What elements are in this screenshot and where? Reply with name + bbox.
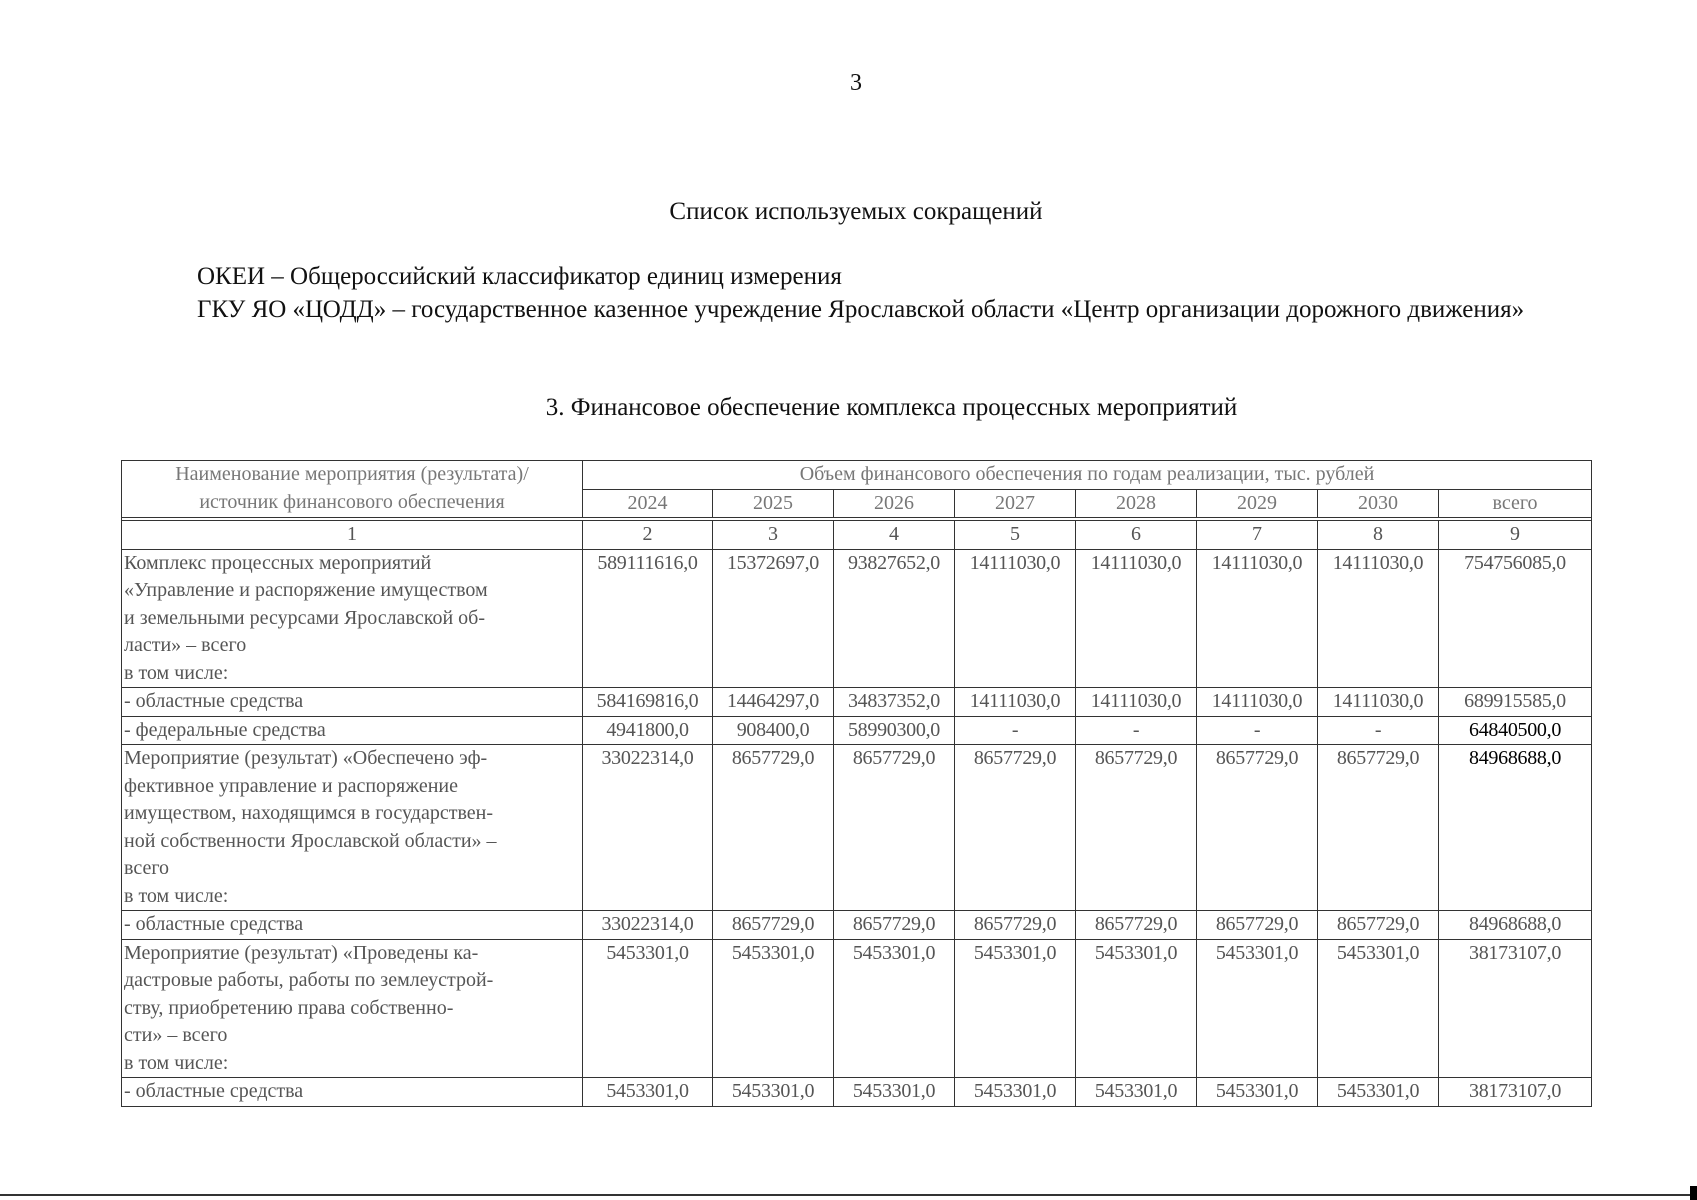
row-name-cell: Комплекс процессных мероприятий «Управление и распоряжение имуществом и земельными ресурсами Ярославской об- ласти» – всего в том числе: bbox=[122, 549, 583, 688]
row-total-cell: 84968688,0 bbox=[1439, 911, 1592, 940]
row-value-cell: 14111030,0 bbox=[1318, 549, 1439, 688]
row-value-cell: 5453301,0 bbox=[583, 939, 713, 1078]
column-number-row bbox=[122, 521, 1592, 550]
row-value-cell: 93827652,0 bbox=[834, 549, 955, 688]
row-value-cell: - bbox=[955, 716, 1076, 745]
table-row bbox=[122, 716, 1592, 745]
row-value-cell: 8657729,0 bbox=[955, 911, 1076, 940]
row-name-cell: Мероприятие (результат) «Обеспечено эф- фективное управление и распоряжение имуществом, находящимся в государствен- ной собственности Ярославской области» – всего в том числе: bbox=[122, 745, 583, 911]
header-total-cell: всего bbox=[1439, 489, 1592, 518]
abbreviations-title: Список используемых сокращений bbox=[669, 198, 1043, 225]
page-number: 3 bbox=[850, 70, 862, 96]
column-number-cell: 3 bbox=[713, 521, 834, 550]
row-value-cell: 5453301,0 bbox=[834, 1078, 955, 1107]
row-value-cell: - bbox=[1076, 716, 1197, 745]
row-value-cell: 15372697,0 bbox=[713, 549, 834, 688]
row-value-cell: 14111030,0 bbox=[1318, 688, 1439, 717]
row-total-cell: 754756085,0 bbox=[1439, 549, 1592, 688]
row-value-cell: 14111030,0 bbox=[1076, 549, 1197, 688]
row-total-cell: 84968688,0 bbox=[1439, 745, 1592, 911]
column-number-cell: 9 bbox=[1439, 521, 1592, 550]
table-row bbox=[122, 549, 1592, 688]
header-year-cell: 2024 bbox=[583, 489, 713, 518]
row-name-cell: - областные средства bbox=[122, 1078, 583, 1107]
header-year-cell: 2030 bbox=[1318, 489, 1439, 518]
header-year-cell: 2028 bbox=[1076, 489, 1197, 518]
row-value-cell: 5453301,0 bbox=[713, 1078, 834, 1107]
table-row bbox=[122, 939, 1592, 1078]
column-number-cell: 5 bbox=[955, 521, 1076, 550]
row-value-cell: 14111030,0 bbox=[955, 549, 1076, 688]
row-value-cell: 8657729,0 bbox=[1197, 745, 1318, 911]
row-value-cell: 5453301,0 bbox=[1076, 1078, 1197, 1107]
table-row bbox=[122, 911, 1592, 940]
row-value-cell: 584169816,0 bbox=[583, 688, 713, 717]
header-year-cell: 2026 bbox=[834, 489, 955, 518]
row-value-cell: 14464297,0 bbox=[713, 688, 834, 717]
row-total-cell: 689915585,0 bbox=[1439, 688, 1592, 717]
row-value-cell: 5453301,0 bbox=[1318, 939, 1439, 1078]
row-value-cell: 33022314,0 bbox=[583, 911, 713, 940]
row-value-cell: 908400,0 bbox=[713, 716, 834, 745]
row-value-cell: - bbox=[1318, 716, 1439, 745]
row-value-cell: 34837352,0 bbox=[834, 688, 955, 717]
row-value-cell: 14111030,0 bbox=[955, 688, 1076, 717]
row-value-cell: 33022314,0 bbox=[583, 745, 713, 911]
row-total-cell: 38173107,0 bbox=[1439, 1078, 1592, 1107]
row-value-cell: 14111030,0 bbox=[1197, 688, 1318, 717]
row-name-cell: - областные средства bbox=[122, 911, 583, 940]
row-value-cell: 8657729,0 bbox=[834, 745, 955, 911]
row-value-cell: 8657729,0 bbox=[834, 911, 955, 940]
row-value-cell: 8657729,0 bbox=[1076, 745, 1197, 911]
row-name-cell: Мероприятие (результат) «Проведены ка- дастровые работы, работы по землеустрой- ству, приобретению права собственно- сти» – всего в том числе: bbox=[122, 939, 583, 1078]
row-value-cell: 5453301,0 bbox=[1197, 1078, 1318, 1107]
column-number-cell: 8 bbox=[1318, 521, 1439, 550]
row-value-cell: 14111030,0 bbox=[1076, 688, 1197, 717]
row-value-cell: 8657729,0 bbox=[955, 745, 1076, 911]
row-value-cell: 5453301,0 bbox=[955, 1078, 1076, 1107]
table-row bbox=[122, 1078, 1592, 1107]
row-value-cell: 58990300,0 bbox=[834, 716, 955, 745]
column-number-cell: 6 bbox=[1076, 521, 1197, 550]
row-total-cell: 64840500,0 bbox=[1439, 716, 1592, 745]
row-value-cell: 8657729,0 bbox=[1318, 911, 1439, 940]
row-value-cell: 5453301,0 bbox=[583, 1078, 713, 1107]
row-value-cell: 14111030,0 bbox=[1197, 549, 1318, 688]
abbreviations-list bbox=[124, 260, 1591, 326]
column-number-cell: 2 bbox=[583, 521, 713, 550]
column-number-cell: 1 bbox=[122, 521, 583, 550]
row-value-cell: 8657729,0 bbox=[713, 911, 834, 940]
table-row bbox=[122, 688, 1592, 717]
column-number-cell: 4 bbox=[834, 521, 955, 550]
header-year-cell: 2025 bbox=[713, 489, 834, 518]
abbreviation-item: ГКУ ЯО «ЦОДД» – государственное казенное учреждение Ярославской области «Центр организации дорожного движения» bbox=[197, 296, 1525, 323]
header-name-cell: Наименование мероприятия (результата)/ источник финансового обеспечения bbox=[122, 461, 583, 518]
header-year-cell: 2027 bbox=[955, 489, 1076, 518]
section-title: 3. Финансовое обеспечение комплекса процессных мероприятий bbox=[545, 394, 1238, 421]
row-value-cell: 8657729,0 bbox=[1197, 911, 1318, 940]
scan-corner-mark bbox=[1690, 1186, 1697, 1200]
row-value-cell: 5453301,0 bbox=[834, 939, 955, 1078]
row-total-cell: 38173107,0 bbox=[1439, 939, 1592, 1078]
bottom-rule bbox=[0, 1194, 1697, 1196]
row-value-cell: 4941800,0 bbox=[583, 716, 713, 745]
column-number-cell: 7 bbox=[1197, 521, 1318, 550]
row-value-cell: 5453301,0 bbox=[1076, 939, 1197, 1078]
row-value-cell: 5453301,0 bbox=[1318, 1078, 1439, 1107]
financing-table bbox=[121, 460, 1592, 1107]
header-year-cell: 2029 bbox=[1197, 489, 1318, 518]
row-value-cell: 8657729,0 bbox=[1318, 745, 1439, 911]
table-row bbox=[122, 745, 1592, 911]
row-value-cell: 8657729,0 bbox=[1076, 911, 1197, 940]
row-value-cell: 5453301,0 bbox=[955, 939, 1076, 1078]
header-volume-cell: Объем финансового обеспечения по годам реализации, тыс. рублей bbox=[583, 461, 1592, 490]
abbreviation-item: ОКЕИ – Общероссийский классификатор единиц измерения bbox=[197, 263, 842, 290]
row-value-cell: 8657729,0 bbox=[713, 745, 834, 911]
row-name-cell: - федеральные средства bbox=[122, 716, 583, 745]
row-value-cell: 589111616,0 bbox=[583, 549, 713, 688]
row-value-cell: 5453301,0 bbox=[713, 939, 834, 1078]
row-value-cell: - bbox=[1197, 716, 1318, 745]
row-value-cell: 5453301,0 bbox=[1197, 939, 1318, 1078]
row-name-cell: - областные средства bbox=[122, 688, 583, 717]
